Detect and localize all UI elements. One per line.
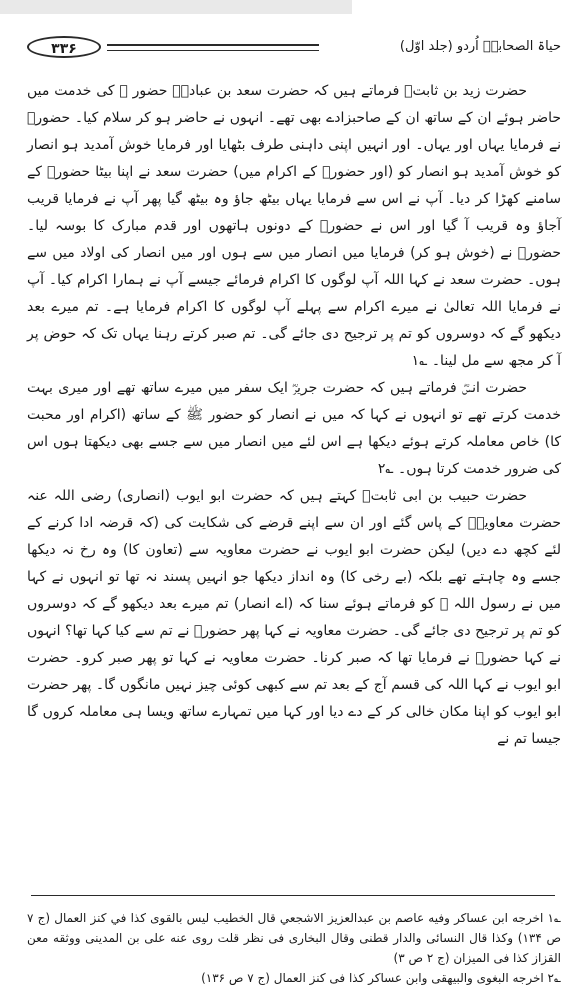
- body-text: [27, 78, 561, 753]
- footnote-rule: [31, 895, 555, 896]
- page-header: [27, 34, 561, 62]
- paragraph-habib-bin-abi-thabit: حضرت حبیب بن ابی ثابتؒ کہتے ہیں کہ حضرت ابو ایوب (انصاری) رضی اللہ عنہ حضرت معاویہؓ کے پاس گئے اور ان سے اپنے قرضے کی شکایت کی (کہ قرضہ ادا کرنے کے لئے کچھ دے دیں) لیکن حضرت ابو ایوب نے حضرت معاویہ سے (تعاون کا) وہ رخ نہ دیکھا جسے وہ چاہتے تھے بلکہ (بے رخی کا) وہ انداز دیکھا جو انہیں پسند نہ تھا تو انہوں نے کہا میں نے رسول اللہ ﷺ کو فرماتے ہوئے سنا کہ (اے انصار) تم میرے بعد دیکھو گے کہ دوسروں کو تم پر ترجیح دی جائے گی۔ حضرت معاویہ نے کہا پھر حضورؐ نے تم سے کیا کہا تھا؟ انہوں نے کہا حضورؐ نے فرمایا تھا کہ صبر کرنا۔ حضرت معاویہ نے کہا تو پھر صبر کرو۔ حضرت ابو ایوب نے کہا اللہ کی قسم آج کے بعد تم سے کبھی کوئی چیز نہیں مانگوں گا۔ پھر حضرت ابو ایوب کو اپنا مکان خالی کر کے دے دیا اور کہا میں تمہارے ساتھ ویسا ہی معاملہ کروں گا جیسا تم نے: [27, 488, 561, 747]
- footnote-2: ؎۲ اخرجه البغوى والبيهقى وابن عساكر كذا فى كنز العمال (ج ۷ ص ۱۳۶): [201, 971, 561, 985]
- header-rule: [107, 44, 319, 51]
- footnote-1: ؎۱ اخرجه ابن عساكر وفيه عاصم بن عبدالعزيز الاشجعي قال الخطيب ليس بالقوى كذا في كنز العمال (ج ۷ ص ۱۳۴) وكذا قال النسائى والدار قطنى وقال البخارى فى نظر قلت روى عنه على بن المدينى ووثقه معن القزاز كذا فى الميزان (ج ۲ ص ۳): [27, 911, 562, 965]
- paragraph-anas: حضرت انسؓ فرماتے ہیں کہ حضرت جریرؓ ایک سفر میں میرے ساتھ تھے اور میری بہت خدمت کرتے تھے تو انہوں نے کہا کہ میں نے انصار کو حضور ﷺ کے ساتھ (اکرام اور محبت کا) خاص معاملہ کرتے ہوئے دیکھا ہے اس لئے میں انصار میں سے جسے بھی دیکھتا ہوں اس کی ضرور خدمت کرتا ہوں۔ ؎۲: [27, 380, 561, 477]
- paragraph-zaid-bin-thabit: حضرت زید بن ثابتؓ فرماتے ہیں کہ حضرت سعد بن عبادہؓ حضور ﷺ کی خدمت میں حاضر ہوئے ان کے ساتھ ان کے صاحبزادے بھی تھے۔ انہوں نے حاضر ہو کر سلام کیا۔ حضورؐ نے فرمایا یہاں اور یہاں۔ اور انہیں اپنی داہنی طرف بٹھایا اور فرمایا خوش آمدید ہو انصار کو خوش آمدید ہو انصار کو (اور حضورؐ کے اکرام میں) حضرت سعد نے اپنا بیٹا حضورؐ کے سامنے کھڑا کر دیا۔ آپ نے اس سے فرمایا یہاں بیٹھ جاؤ وہ بیٹھ گیا پھر آپ نے فرمایا قریب آجاؤ وہ قریب آ گیا اور اس نے حضورؐ کے دونوں ہاتھوں اور قدم مبارک کا بوسہ لیا۔ حضورؐ نے (خوش ہو کر) فرمایا میں انصار میں سے ہوں اور میں انصار کی اولاد میں سے ہوں۔ حضرت سعد نے کہا اللہ آپ لوگوں کا اکرام فرمائے جیسے آپ نے ہمارا اکرام کیا۔ آپ نے فرمایا اللہ تعالیٰ نے میرے اکرام سے پہلے آپ لوگوں کا اکرام فرمایا ہے۔ تم میرے بعد دیکھو گے کہ دوسروں کو تم پر ترجیح دی جائے گی۔ تم صبر کرتے رہنا یہاں تک کہ حوض پر آ کر مجھ سے مل لینا۔ ؎۱: [27, 83, 561, 369]
- book-page: [27, 34, 562, 985]
- running-title: حیاۃ الصحابہؓ اُردو (جلد اوّل): [399, 39, 561, 54]
- footnotes: [27, 908, 561, 988]
- scan-margin-strip: [0, 0, 352, 14]
- page-number-badge: ۳۳۶: [27, 36, 101, 58]
